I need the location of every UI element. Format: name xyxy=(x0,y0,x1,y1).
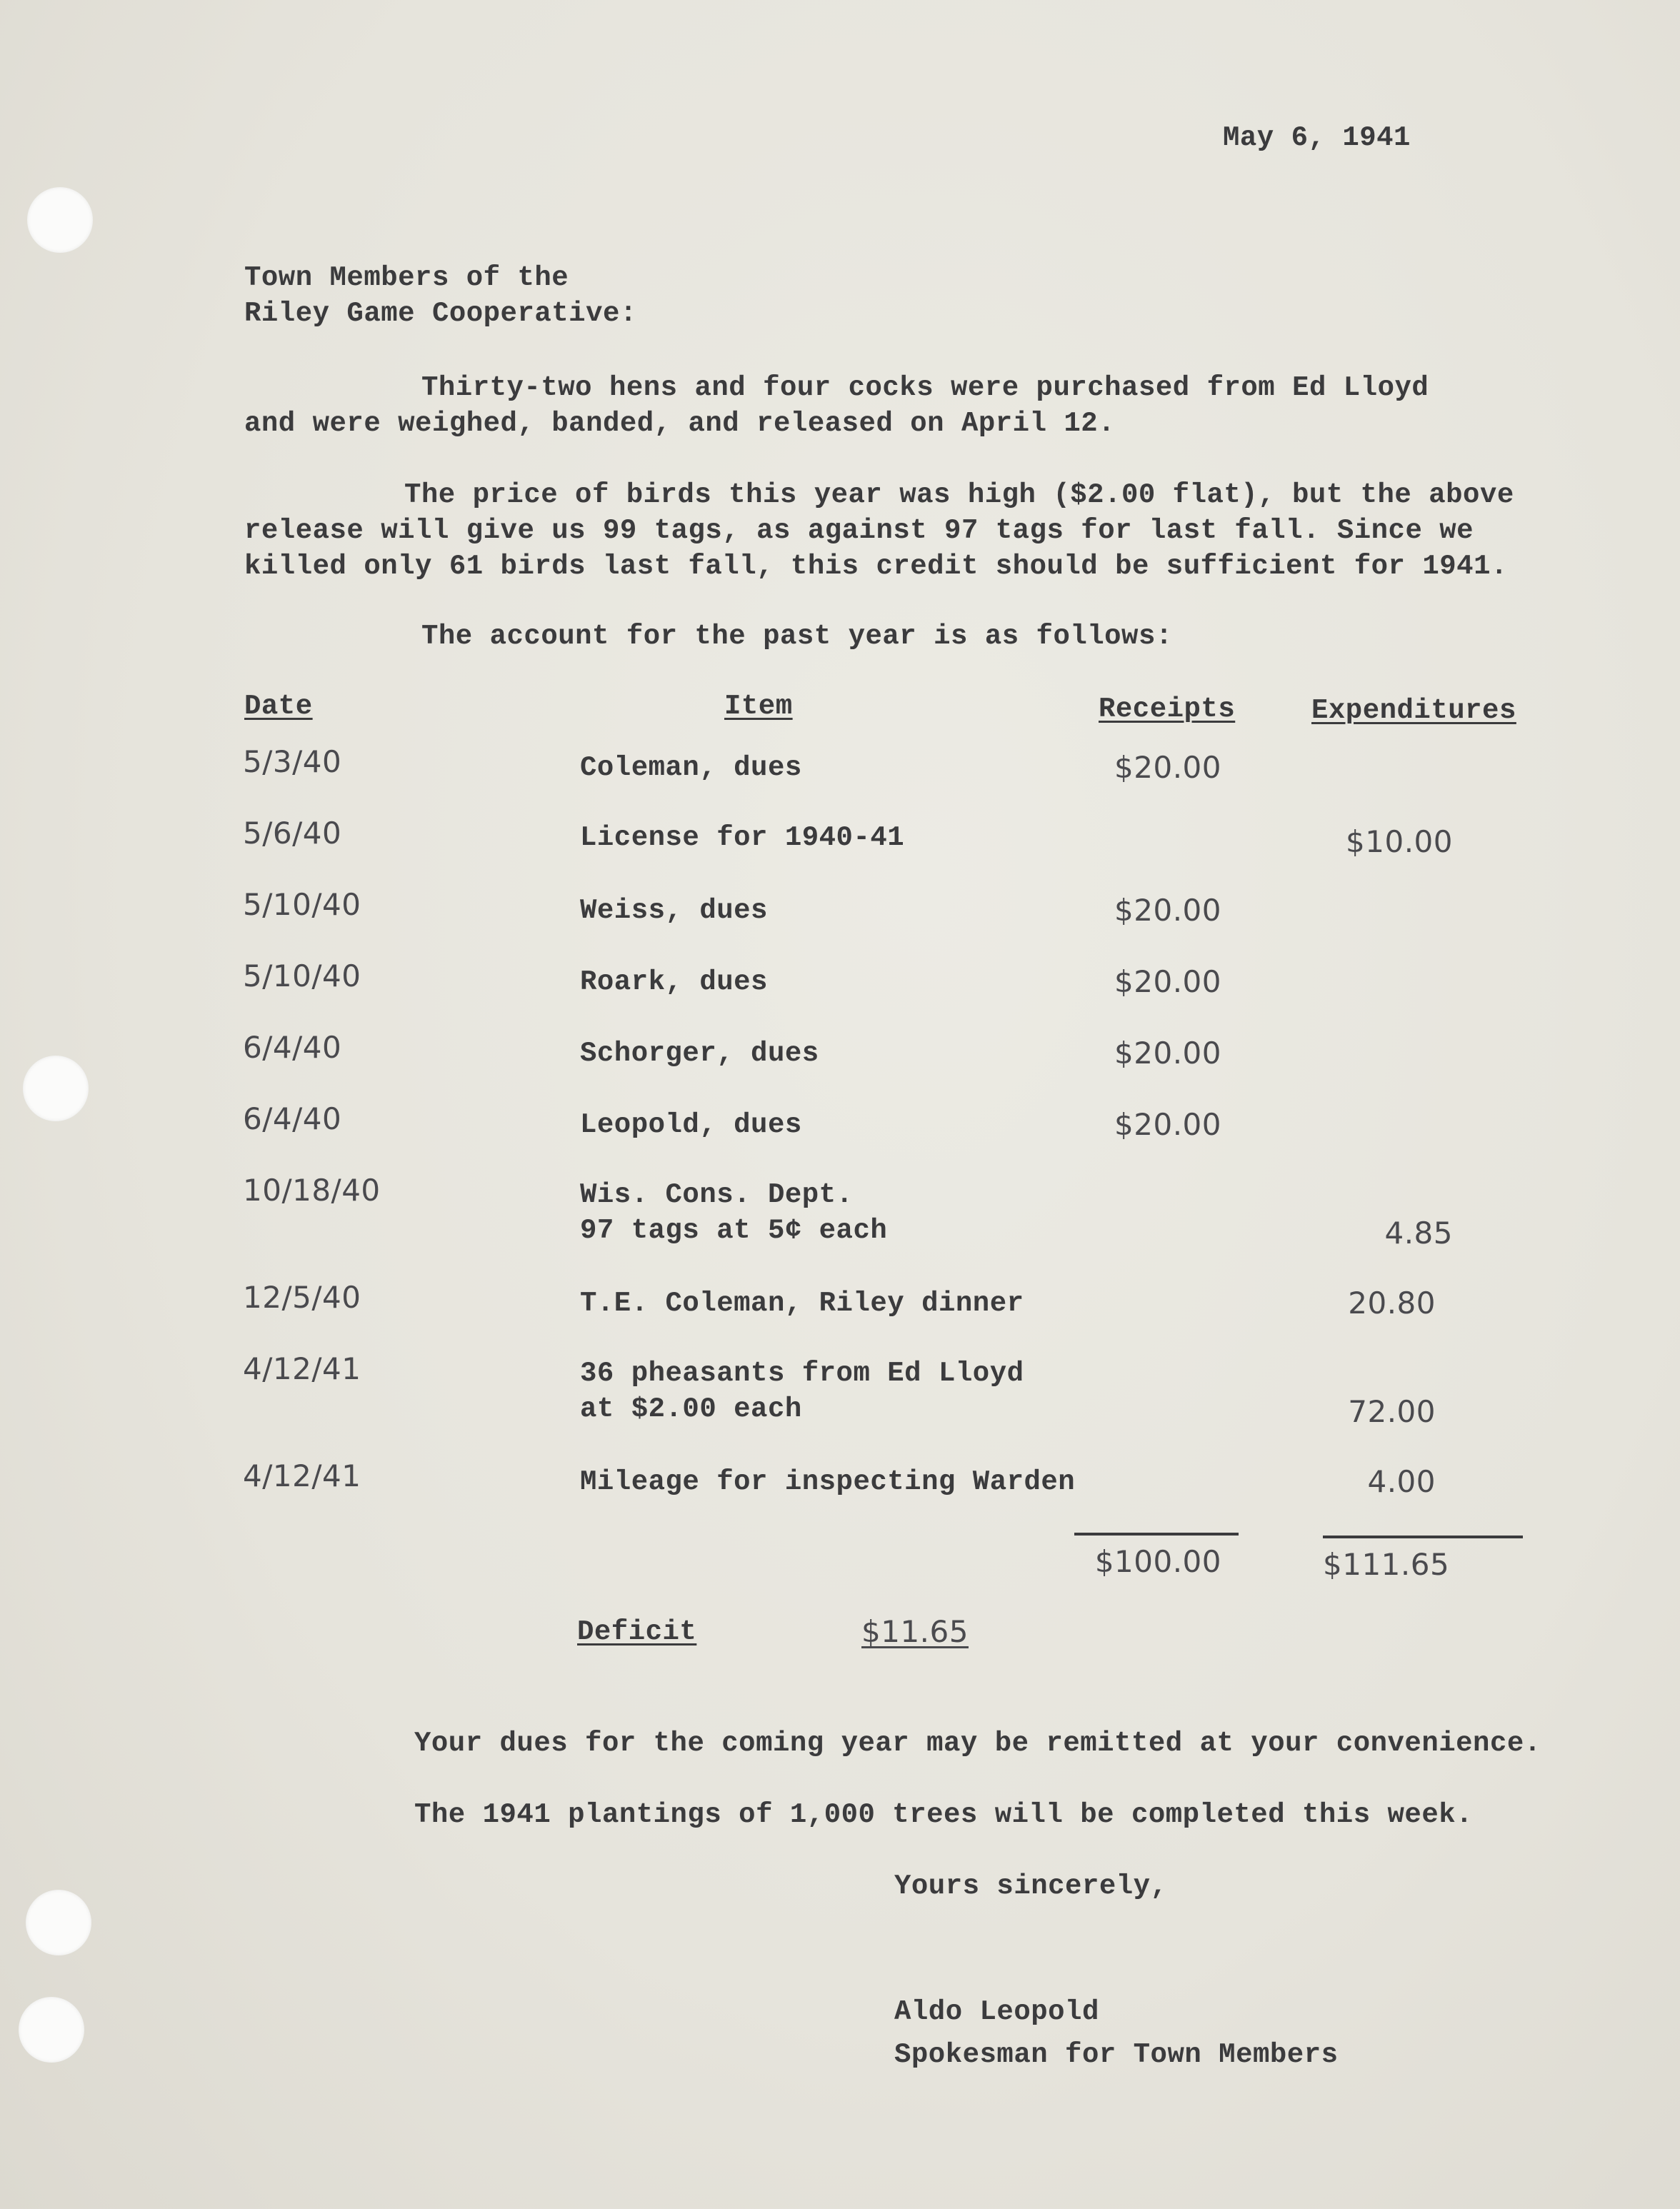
row-item: Weiss, dues xyxy=(580,895,768,926)
closing-line-1: Your dues for the coming year may be remitted at your convenience. xyxy=(414,1728,1541,1759)
row-item: 36 pheasants from Ed Lloyd xyxy=(580,1358,1024,1389)
closing-line-2: The 1941 plantings of 1,000 trees will be completed this week. xyxy=(414,1799,1474,1830)
total-receipts: $100.00 xyxy=(1094,1544,1221,1579)
row-item: Schorger, dues xyxy=(580,1038,819,1069)
row-item: Roark, dues xyxy=(580,966,768,998)
binder-hole-middle xyxy=(23,1056,89,1121)
paragraph-2-line-1: The price of birds this year was high ($2.00 flat), but the above xyxy=(404,479,1514,511)
row-expenditures: 72.00 xyxy=(1348,1394,1436,1429)
row-receipts: $20.00 xyxy=(1114,750,1221,785)
deficit-value: $11.65 xyxy=(861,1614,969,1649)
row-date: 4/12/41 xyxy=(243,1351,361,1386)
paragraph-2-line-2: release will give us 99 tags, as against 97 tags for last fall. Since we xyxy=(244,515,1474,546)
row-expenditures: 4.85 xyxy=(1384,1216,1453,1251)
row-expenditures: 4.00 xyxy=(1367,1464,1436,1499)
signature-title: Spokesman for Town Members xyxy=(894,2039,1339,2070)
row-item: T.E. Coleman, Riley dinner xyxy=(580,1288,1024,1319)
salutation-line-2: Riley Game Cooperative: xyxy=(244,298,637,329)
header-date: Date xyxy=(244,691,313,722)
row-date: 4/12/41 xyxy=(243,1458,361,1493)
row-receipts: $20.00 xyxy=(1114,1107,1221,1142)
paragraph-1-line-1: Thirty-two hens and four cocks were purchased from Ed Lloyd xyxy=(421,372,1429,404)
row-date: 12/5/40 xyxy=(243,1280,361,1315)
row-item: License for 1940-41 xyxy=(580,822,905,853)
expenditures-total-rule xyxy=(1323,1536,1523,1538)
binder-hole-bottom xyxy=(19,1997,84,2063)
row-date: 6/4/40 xyxy=(243,1101,342,1136)
row-date: 10/18/40 xyxy=(243,1173,381,1208)
row-item-continued: 97 tags at 5¢ each xyxy=(580,1215,888,1246)
row-item: Coleman, dues xyxy=(580,752,802,783)
sign-off: Yours sincerely, xyxy=(894,1870,1168,1902)
row-date: 5/10/40 xyxy=(243,958,361,993)
deficit-label: Deficit xyxy=(577,1616,697,1648)
row-receipts: $20.00 xyxy=(1114,1036,1221,1071)
row-item-continued: at $2.00 each xyxy=(580,1393,802,1425)
signature-name: Aldo Leopold xyxy=(894,1996,1099,2028)
header-receipts: Receipts xyxy=(1099,693,1236,725)
row-expenditures: 20.80 xyxy=(1348,1286,1436,1321)
header-item: Item xyxy=(724,691,793,722)
receipts-total-rule xyxy=(1074,1533,1239,1536)
letter-date: May 6, 1941 xyxy=(1223,122,1411,154)
header-expenditures: Expenditures xyxy=(1311,695,1516,726)
row-date: 6/4/40 xyxy=(243,1030,342,1065)
row-item: Mileage for inspecting Warden xyxy=(580,1466,1076,1498)
paragraph-1-line-2: and were weighed, banded, and released on April 12. xyxy=(244,408,1116,439)
row-date: 5/3/40 xyxy=(243,744,342,779)
account-intro: The account for the past year is as follows: xyxy=(421,621,1173,652)
row-item: Leopold, dues xyxy=(580,1109,802,1141)
row-item: Wis. Cons. Dept. xyxy=(580,1179,854,1211)
binder-hole-top xyxy=(27,187,93,253)
row-receipts: $20.00 xyxy=(1114,893,1221,928)
row-expenditures: $10.00 xyxy=(1346,824,1453,859)
row-date: 5/10/40 xyxy=(243,887,361,922)
binder-hole-lower xyxy=(26,1890,91,1955)
row-date: 5/6/40 xyxy=(243,816,342,851)
total-expenditures: $111.65 xyxy=(1323,1547,1450,1582)
salutation-line-1: Town Members of the xyxy=(244,262,569,294)
paragraph-2-line-3: killed only 61 birds last fall, this credit should be sufficient for 1941. xyxy=(244,551,1508,582)
row-receipts: $20.00 xyxy=(1114,964,1221,999)
